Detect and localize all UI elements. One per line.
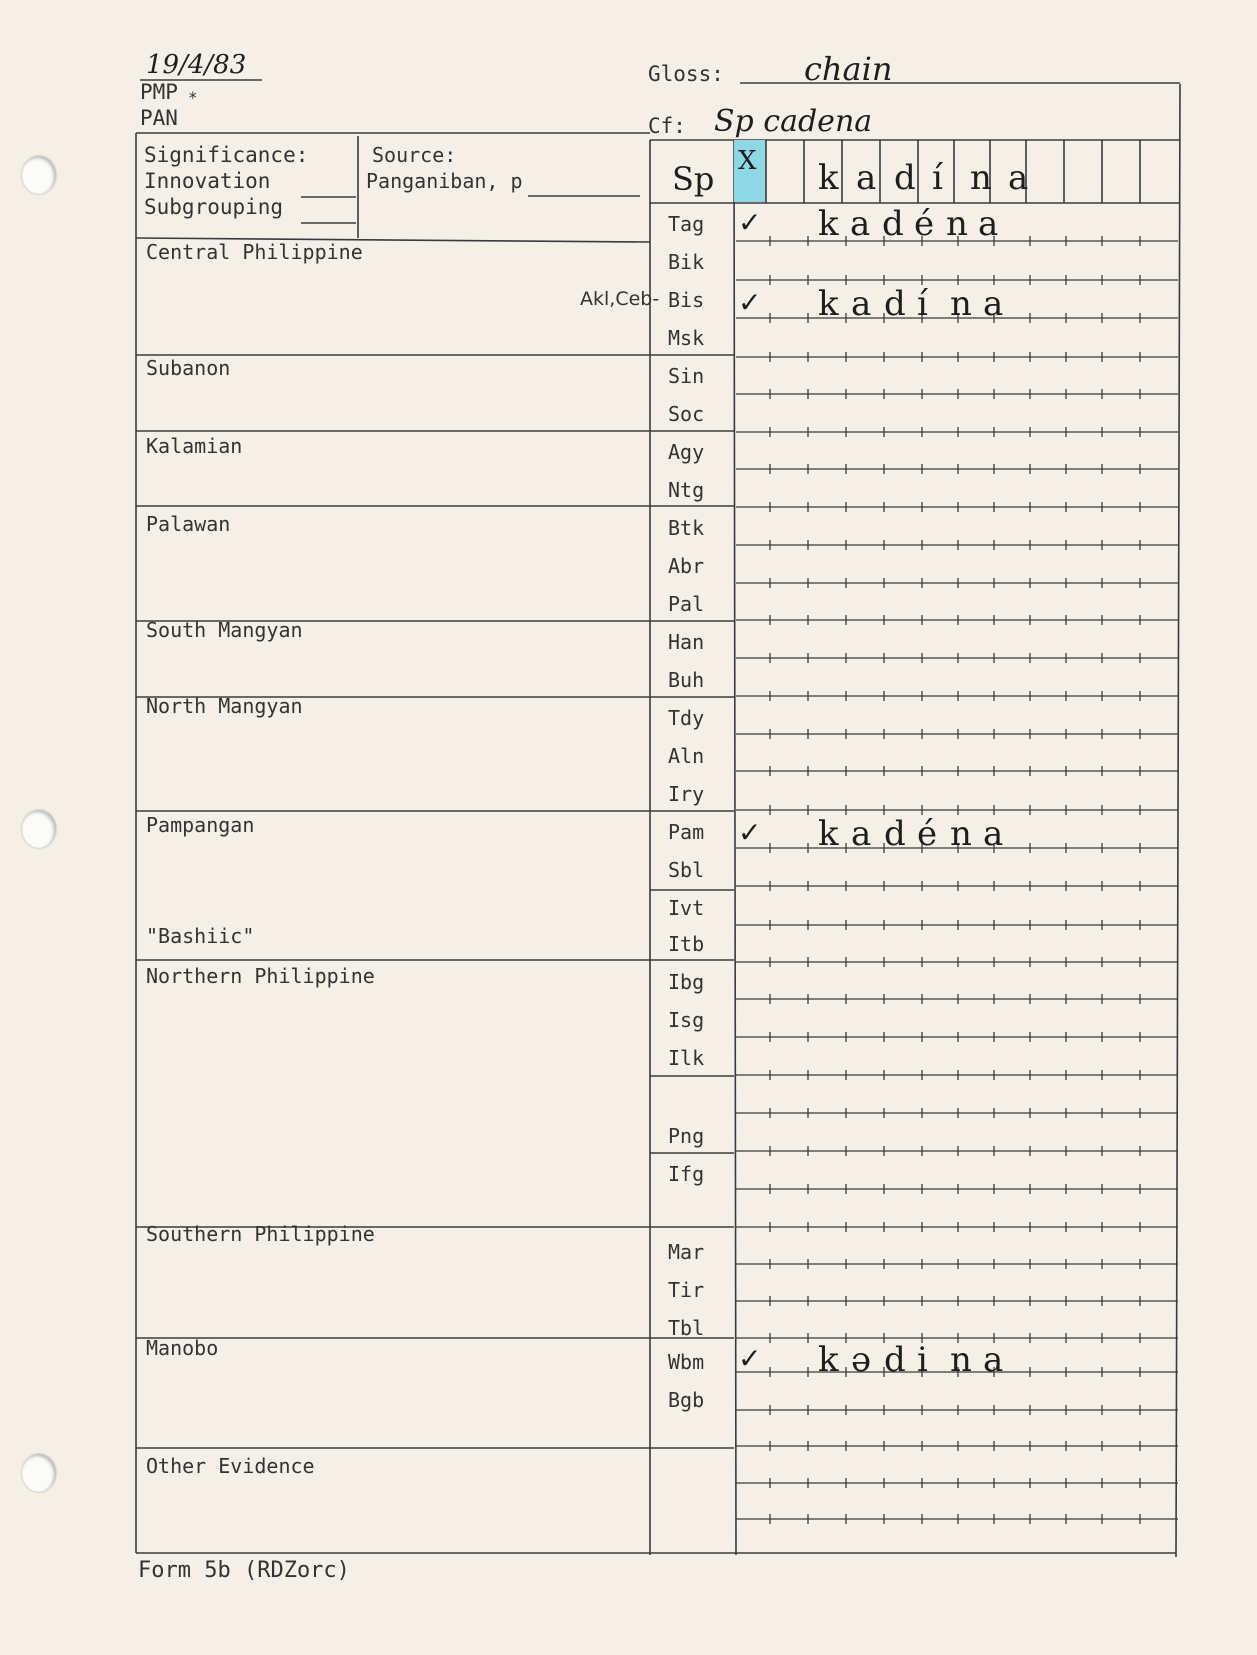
sp-mark: X [738,146,757,176]
wbm-entry-letter: ə [851,1340,872,1380]
cf-label: Cf: [648,114,686,138]
wbm-entry-check-icon: ✓ [738,1342,762,1375]
bis-entry-letter: a [983,284,1004,324]
group-label: Southern Philippine [146,1222,375,1246]
subgrouping-label: Subgrouping [144,195,284,219]
language-code-tir: Tir [668,1278,705,1302]
language-code-buh: Buh [668,668,705,692]
bis-prefix: Akl,Ceb- [580,288,660,310]
language-code-btk: Btk [668,516,705,540]
language-code-itb: Itb [668,932,705,956]
group-label: North Mangyan [146,694,303,718]
language-code-ilk: Ilk [668,1046,705,1070]
bis-entry-letter: d [884,284,906,324]
tag-entry-letter: a [850,204,871,244]
form-label: Form 5b (RDZorc) [138,1558,350,1583]
cf-value: Sp cadena [714,104,873,139]
tag-entry-letter: d [882,204,904,244]
group-label: Pampangan [146,813,255,837]
pam-entry-check-icon: ✓ [738,816,762,849]
language-code-tag: Tag [668,212,705,236]
tag-entry-letter: k [818,204,839,244]
pam-entry-letter: é [917,814,938,854]
tag-entry-letter: n [946,204,968,244]
group-label: Manobo [146,1336,219,1360]
tag-entry-letter: a [978,204,999,244]
language-code-png: Png [668,1124,705,1148]
level-star: * [188,88,198,107]
wbm-entry-letter: d [884,1340,906,1380]
significance-label: Significance: [144,143,309,167]
language-code-bis: Bis [668,288,705,312]
gloss-value: chain [804,50,893,88]
group-label: Central Philippine [146,240,363,264]
language-code-tdy: Tdy [668,706,705,730]
group-label: Northern Philippine [146,964,375,988]
sp-entry-letter: k [818,158,839,198]
group-label: Subanon [146,356,231,380]
bis-entry-letter: í [917,284,928,324]
bis-entry-letter: k [818,284,839,324]
language-code-ntg: Ntg [668,478,705,502]
language-code-ifg: Ifg [668,1162,705,1186]
pam-entry-letter: a [983,814,1004,854]
language-code-msk: Msk [668,326,705,350]
pam-entry-letter: d [884,814,906,854]
wbm-entry-letter: n [950,1340,972,1380]
pam-entry-letter: n [950,814,972,854]
source-label: Source: [372,143,457,167]
group-label: Kalamian [146,434,243,458]
source-value: Panganiban, p [366,169,523,193]
group-label: Other Evidence [146,1454,315,1478]
language-code-sin: Sin [668,364,705,388]
language-code-ibg: Ibg [668,970,705,994]
sp-label: Sp [672,160,715,198]
language-code-mar: Mar [668,1240,705,1264]
level-pmp: PMP [140,80,178,104]
pam-entry-letter: k [818,814,839,854]
wbm-entry-letter: k [818,1340,839,1380]
sp-entry-letter: í [932,158,943,198]
language-code-han: Han [668,630,705,654]
innovation-label: Innovation [144,169,271,193]
language-code-pal: Pal [668,592,705,616]
language-code-bik: Bik [668,250,705,274]
sp-entry-letter: a [1008,158,1029,198]
language-code-pam: Pam [668,820,705,844]
group-label: Palawan [146,512,231,536]
language-code-wbm: Wbm [668,1350,705,1374]
language-code-ivt: Ivt [668,896,705,920]
language-code-aln: Aln [668,744,705,768]
language-code-abr: Abr [668,554,705,578]
language-code-agy: Agy [668,440,705,464]
level-pan: PAN [140,106,178,130]
bis-entry-letter: n [950,284,972,324]
tag-entry-letter: é [914,204,935,244]
group-label: South Mangyan [146,618,303,642]
sp-entry-letter: d [894,158,916,198]
bis-entry-letter: a [851,284,872,324]
pam-entry-letter: a [851,814,872,854]
gloss-label: Gloss: [648,62,724,86]
date: 19/4/83 [146,50,247,80]
wbm-entry-letter: a [983,1340,1004,1380]
language-code-isg: Isg [668,1008,705,1032]
wbm-entry-letter: i [917,1340,928,1380]
language-code-bgb: Bgb [668,1388,705,1412]
language-code-sbl: Sbl [668,858,705,882]
sp-entry-letter: a [856,158,877,198]
language-code-iry: Iry [668,782,705,806]
bis-entry-check-icon: ✓ [738,286,762,319]
sp-entry-letter: n [970,158,992,198]
tag-entry-check-icon: ✓ [738,206,762,239]
language-code-soc: Soc [668,402,705,426]
group-label: "Bashiic" [146,924,255,948]
language-code-tbl: Tbl [668,1316,705,1340]
